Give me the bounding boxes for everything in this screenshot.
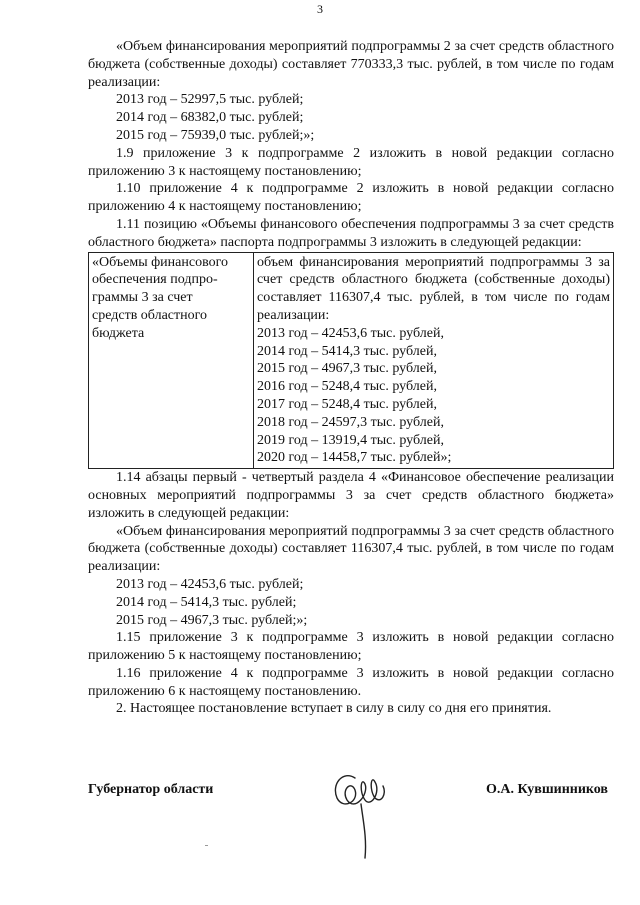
table-label-line: обеспечения подпро- — [92, 272, 218, 288]
table-year-line: 2015 год – 4967,3 тыс. рублей, — [257, 361, 437, 377]
paragraphs-before-table — [88, 38, 614, 252]
table-year-line: 2016 год – 5248,4 тыс. рублей, — [257, 379, 437, 395]
paragraph: 1.11 позицию «Объемы финансового обеспечения подпрограммы 3 за счет средств областного бюджета» паспорта подпрограммы 3 изложить в следующей редакции: — [88, 216, 614, 250]
table-year-line: 2020 год – 14458,7 тыс. рублей»; — [257, 450, 452, 466]
paragraph: 2013 год – 42453,6 тыс. рублей; — [116, 576, 304, 592]
paragraph: 2014 год – 5414,3 тыс. рублей; — [116, 594, 297, 610]
signatory-position: Губернатор области — [88, 782, 214, 797]
table-year-line: 2017 год – 5248,4 тыс. рублей, — [257, 396, 437, 412]
paragraph: «Объем финансирования мероприятий подпрограммы 3 за счет средств областного бюджета (собственные доходы) составляет 116307,4 тыс. рублей, в том числе по годам реализации: — [88, 523, 614, 575]
table-label-line: средств областного — [92, 307, 208, 323]
paragraph: 1.10 приложение 4 к подпрограмме 2 изложить в новой редакции согласно приложению 4 к настоящему постановлению; — [88, 181, 614, 215]
table-year-line: 2019 год – 13919,4 тыс. рублей, — [257, 432, 444, 448]
passport-table — [88, 252, 614, 470]
table-year-line: 2018 год – 24597,3 тыс. рублей, — [257, 414, 444, 430]
paragraph: 2015 год – 75939,0 тыс. рублей;»; — [116, 127, 315, 143]
paragraphs-after-table — [88, 469, 614, 718]
table-intro-text: объем финансирования мероприятий подпрограммы 3 за счет средств областного бюджета (собственные доходы) составляет 116307,4 тыс. рублей, в том числе по годам реализации: — [257, 254, 610, 323]
signatory-name: О.А. Кувшинников — [485, 782, 608, 797]
document-body — [88, 38, 614, 718]
table-year-line: 2013 год – 42453,6 тыс. рублей, — [257, 325, 444, 341]
table-label-line: бюджета — [92, 325, 145, 341]
paragraph: 2013 год – 52997,5 тыс. рублей; — [116, 92, 304, 108]
table-year-list — [257, 325, 610, 467]
paragraph: 1.14 абзацы первый - четвертый раздела 4 «Финансовое обеспечение реализации основных мероприятий подпрограммы 3 за счет средств областного бюджета» изложить в следующей редакции: — [88, 470, 614, 521]
table-row — [89, 252, 614, 469]
paragraph: «Объем финансирования мероприятий подпрограммы 2 за счет средств областного бюджета (собственные доходы) составляет 770333,3 тыс. рублей, в том числе по годам реализации: — [88, 39, 614, 90]
table-label-line: граммы 3 за счет — [92, 290, 193, 306]
paragraph: 2014 год – 68382,0 тыс. рублей; — [116, 110, 304, 126]
paragraph: 1.9 приложение 3 к подпрограмме 2 изложить в новой редакции согласно приложению 3 к настоящему постановлению; — [88, 145, 614, 179]
signature-block — [88, 781, 608, 801]
table-year-line: 2014 год – 5414,3 тыс. рублей, — [257, 343, 437, 359]
paragraph: 1.16 приложение 4 к подпрограмме 3 изложить в новой редакции согласно приложению 6 к настоящему постановлению. — [88, 665, 614, 699]
page-number: 3 — [317, 2, 323, 16]
scan-artifact — [205, 845, 208, 846]
table-label-line: «Объемы финансового — [92, 254, 228, 270]
table-cell-value — [254, 252, 614, 469]
paragraph: 2. Настоящее постановление вступает в силу в силу со дня его принятия. — [116, 701, 552, 717]
paragraph: 2015 год – 4967,3 тыс. рублей;»; — [116, 612, 308, 628]
signature-scribble — [325, 750, 395, 860]
table-cell-label — [89, 252, 254, 469]
paragraph: 1.15 приложение 3 к подпрограмме 3 изложить в новой редакции согласно приложению 5 к настоящему постановлению; — [88, 630, 614, 664]
